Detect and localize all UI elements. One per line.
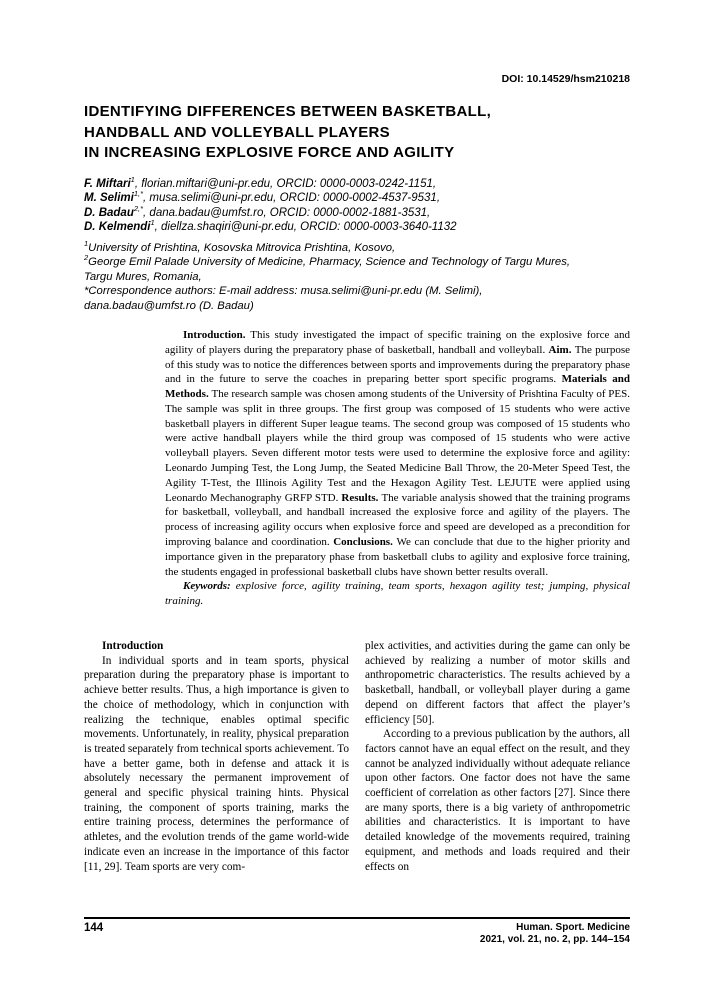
abstract-section-label: Conclusions. bbox=[333, 536, 397, 549]
keywords-text: explosive force, agility training, team sports, hexagon agility test; jumping, physical training. bbox=[165, 580, 630, 608]
abstract-text: The research sample was chosen among students of the University of Prishtina Faculty of PES. The sample was split in three groups. The first group was composed of 15 students who were active basketball players in different Super league teams. The second group was composed of 15 students who were active handball players while the third group was composed of 15 students who were active volleyball players. Seven different motor tests were used to determine the explosive force and agility: Leonardo Jumping Test, the Long Jump, the Seated Medicine Ball Throw, the 20-Meter Speed Test, the Agility T-Test, the Illinois Agility Test and the Hexagon Agility Test. LEJUTE were applied using Leonardo Mechanography GRFP STD. bbox=[165, 388, 630, 504]
title-line: IDENTIFYING DIFFERENCES BETWEEN BASKETBALL, bbox=[84, 103, 492, 120]
author-affil-marker: 2,* bbox=[133, 203, 144, 213]
abstract-paragraph bbox=[165, 328, 630, 580]
keywords-label: Keywords: bbox=[183, 580, 236, 593]
page-number: 144 bbox=[84, 922, 104, 934]
abstract-section-label: Results. bbox=[341, 491, 382, 504]
abstract-text: We can conclude that due to the higher priority and importance given in the preparatory phase from basketball clubs to agility and explosive force training, the students engaged in professional basketball clubs have shown better results overall. bbox=[165, 536, 630, 578]
body-paragraph: According to a previous publication by the authors, all factors cannot have an equal effect on the result, and they cannot be analyzed individually without adequate reliance upon other factors. One factor does not have the same coefficient of correlation as other factors [27]. Since there are many sports, there is a big variety of anthropometric abilities and characteristics. It is important to have detailed knowledge of the movements required, training equipment, and methods and loads required and their effects on bbox=[365, 728, 630, 873]
section-heading: Introduction bbox=[102, 640, 164, 653]
page-footer bbox=[84, 917, 630, 946]
correspondence-line bbox=[84, 299, 630, 313]
author-contact: , musa.selimi@uni-pr.edu, ORCID: 0000-0002-4537-9531, bbox=[143, 192, 441, 205]
affiliation-line bbox=[84, 241, 630, 255]
body-column-left bbox=[84, 639, 349, 907]
affiliation-text: George Emil Palade University of Medicine, Pharmacy, Science and Technology of Targu Mures, bbox=[88, 256, 570, 269]
author-contact: , florian.miftari@uni-pr.edu, ORCID: 0000-0003-0242-1151, bbox=[134, 177, 437, 190]
affiliation-line bbox=[84, 270, 630, 284]
author-affil-marker: 1,* bbox=[133, 189, 144, 199]
author-name: D. Kelmendi bbox=[84, 221, 151, 234]
author-affil-marker: 1 bbox=[150, 218, 155, 228]
author-name: D. Badau bbox=[84, 206, 134, 219]
abstract-text: The variable analysis showed that the training programs for basketball, volleyball, and handball increased the explosive force and agility of the players. The process of increasing agility occurs when explosive force and speed are developed as a precondition for improving balance and coordination. bbox=[165, 491, 630, 549]
abstract-text: This study investigated the impact of specific training on the explosive force and agility of players during the preparatory phase of basketball, handball and volleyball. bbox=[165, 328, 630, 356]
author-affil-marker: 1 bbox=[130, 174, 135, 184]
correspondence-text: *Correspondence authors: E-mail address: musa.selimi@uni-pr.edu (M. Selimi), bbox=[84, 285, 483, 298]
abstract-section-label: Introduction. bbox=[183, 328, 251, 341]
paper-title bbox=[84, 102, 630, 164]
correspondence-text: dana.badau@umfst.ro (D. Badau) bbox=[84, 299, 254, 312]
journal-info bbox=[480, 922, 630, 946]
affiliations-block bbox=[84, 241, 630, 313]
abstract-section-label: Materials and Methods. bbox=[165, 373, 630, 401]
journal-issue: 2021, vol. 21, no. 2, pp. 144–154 bbox=[479, 934, 630, 945]
doi: DOI: 10.14529/hsm210218 bbox=[501, 73, 630, 85]
affiliation-text: University of Prishtina, Kosovska Mitrovica Prishtina, Kosovo, bbox=[88, 241, 396, 254]
journal-title: Human. Sport. Medicine bbox=[516, 922, 630, 933]
body-paragraph: plex activities, and activities during the game can only be achieved by realizing a number of motor skills and anthropometric characteristics. The results achieved by a basketball, handball, or volleyball player during a game depend on different factors that affect the player’s efficiency [50]. bbox=[365, 640, 630, 726]
abstract-section-label: Aim. bbox=[548, 343, 575, 356]
affiliation-line bbox=[84, 255, 630, 269]
affiliation-marker: 1 bbox=[84, 239, 89, 249]
author-line bbox=[84, 174, 630, 192]
author-name: F. Miftari bbox=[84, 177, 131, 190]
body-paragraph: In individual sports and in team sports, physical preparation during the preparatory phase is important to achieve better results. Thus, a high importance is given to the choice of methodology, which in conjunction with realizing the technique, enables optimal specific movements. Unfortunately, in reality, physical preparation is treated separately from technical sports achievement. To have a better game, both in defense and attack it is absolutely necessary the permanent improvement of general and specific physical training hints. Physical training, the component of sports training, marks the entire training process, determines the performance of athletes, and the evolution trends of the game world-wide indicate even an increase in the importance of this factor [11, 29]. Team sports are very com- bbox=[84, 654, 350, 873]
body-columns bbox=[84, 639, 630, 907]
author-contact: , diellza.shaqiri@uni-pr.edu, ORCID: 0000-0003-3640-1132 bbox=[154, 221, 457, 234]
author-name: M. Selimi bbox=[84, 192, 134, 205]
correspondence-line bbox=[84, 284, 630, 298]
title-line: IN INCREASING EXPLOSIVE FORCE AND AGILITY bbox=[84, 144, 455, 161]
author-line bbox=[84, 203, 630, 221]
affiliation-text: Targu Mures, Romania, bbox=[84, 270, 202, 283]
author-line bbox=[84, 191, 630, 206]
abstract-block bbox=[165, 328, 630, 609]
authors-block bbox=[84, 174, 630, 235]
author-contact: , dana.badau@umfst.ro, ORCID: 0000-0002-1881-3531, bbox=[143, 206, 431, 219]
abstract-text: The purpose of this study was to notice the differences between sports and improvements during the preparatory phase and in the future to serve the coaches in preparing better sport specific programs. bbox=[165, 343, 630, 386]
author-line bbox=[84, 220, 630, 235]
affiliation-marker: 2 bbox=[84, 253, 89, 263]
title-line: HANDBALL AND VOLLEYBALL PLAYERS bbox=[84, 123, 390, 141]
body-column-right bbox=[365, 639, 630, 907]
keywords-paragraph bbox=[165, 579, 630, 609]
